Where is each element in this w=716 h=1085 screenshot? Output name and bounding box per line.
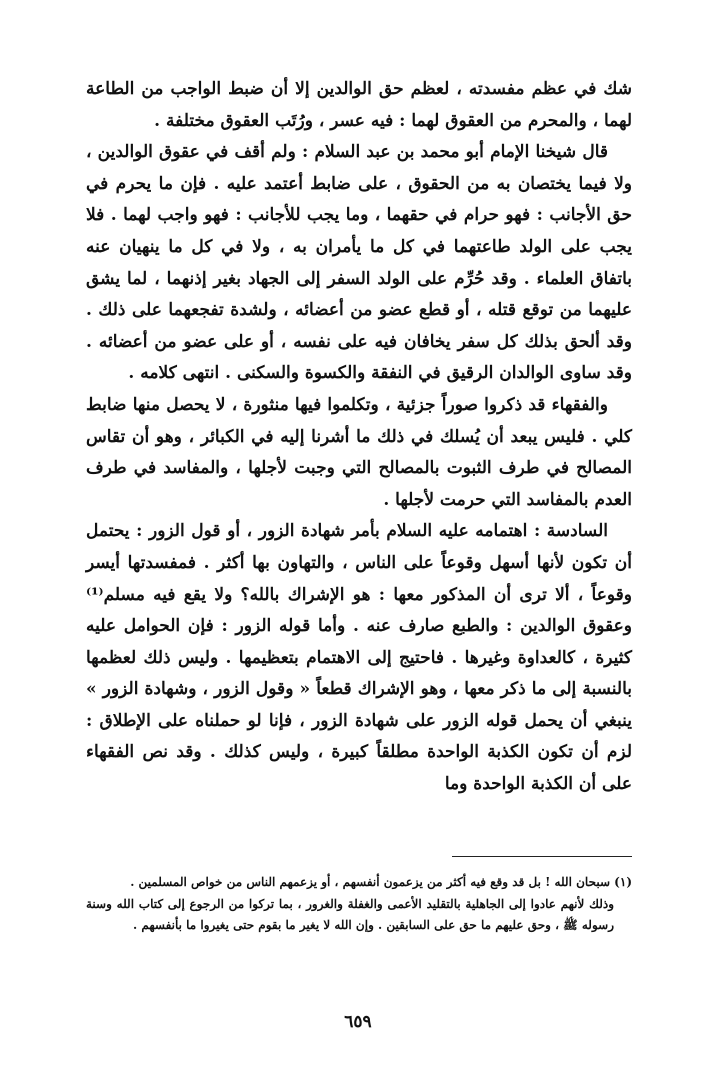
page-number: ٦٥٩ (344, 1012, 372, 1032)
paragraph-4: السادسة : اهتمامه عليه السلام بأمر شهادة الزور ، أو قول الزور : يحتمل أن تكون لأنها أسهل وقوعاً على الناس ، والتهاون بها أكثر . فمفسدتها أيسر وقوعاً ، ألا ترى أن المذكور معها : هو الإشراك بالله؟ ولا يقع فيه مسلم⁽¹⁾ وعقوق الوالدين : والطبع صارف عنه . وأما قوله الزور : فإن الحوامل عليه كثيرة ، كالعداوة وغيرها . فاحتيج إلى الاهتمام بتعظيمها . وليس ذلك لعظمها بالنسبة إلى ما ذكر معها ، وهو الإشراك قطعاً « وقول الزور ، وشهادة الزور » ينبغي أن يحمل قوله الزور على شهادة الزور ، فإنا لو حملناه على الإطلاق : لزم أن تكون الكذبة الواحدة مطلقاً كبيرة ، وليس كذلك . وقد نص الفقهاء على أن الكذبة الواحدة وما (86, 521, 632, 795)
main-text-block (86, 74, 632, 801)
footnote-1: (١) سبحان الله ! بل قد وقع فيه أكثر من يزعمون أنفسهم ، أو يزعمهم الناس من خواص المسلمين . (130, 875, 632, 889)
paragraph-3: والفقهاء قد ذكروا صوراً جزئية ، وتكلموا فيها منثورة ، لا يحصل منها ضابط كلي . فليس يبعد أن يُسلك في ذلك ما أشرنا إليه في الكبائر ، وهو أن تقاس المصالح في طرف الثبوت بالمصالح التي وجبت لأجلها ، والمفاسد في طرف العدم بالمفاسد التي حرمت لأجلها . (86, 394, 632, 510)
paragraph-2: قال شيخنا الإمام أبو محمد بن عبد السلام : ولم أقف في عقوق الوالدين ، ولا فيما يختصان به من الحقوق ، على ضابط أعتمد عليه . فإن ما يحرم في حق الأجانب : فهو حرام في حقهما ، وما يجب للأجانب : فهو واجب لهما . فلا يجب على الولد طاعتهما في كل ما يأمران به ، ولا في كل ما ينهيان عنه باتفاق العلماء . وقد حُرِّم على الولد السفر إلى الجهاد بغير إذنهما ، لما يشق عليهما من توقع قتله ، أو قطع عضو من أعضائه ، ولشدة تفجعهما على ذلك . وقد ألحق بذلك كل سفر يخافان فيه على نفسه ، أو على عضو من أعضائه . وقد ساوى الوالدان الرقيق في النفقة والكسوة والسكنى . انتهى كلامه . (86, 142, 632, 384)
footnote-1-continuation: وذلك لأنهم عادوا إلى الجاهلية بالتقليد الأعمى والغفلة والغرور ، بما تركوا من الرجوع إلى كتاب الله وسنة رسوله ﷺ ، وحق عليهم ما حق على السابقين . وإن الله لا يغير ما بقوم حتى يغيروا ما بأنفسهم . (86, 896, 614, 932)
footnote-divider (452, 856, 632, 857)
paragraph-1: شك في عظم مفسدته ، لعظم حق الوالدين إلا أن ضبط الواجب من الطاعة لهما ، والمحرم من العقوق لهما : فيه عسر ، ورُتَب العقوق مختلفة . (86, 79, 632, 131)
footnotes-block (86, 872, 632, 937)
